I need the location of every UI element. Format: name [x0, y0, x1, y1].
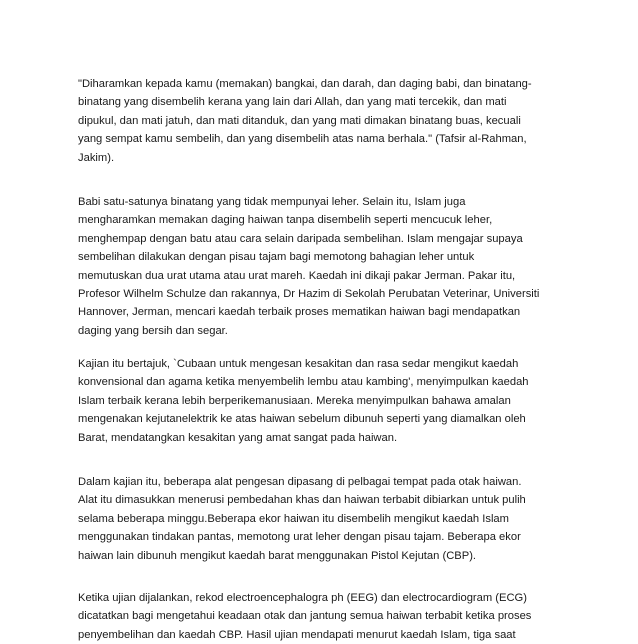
text-line: Islam terbaik kerana lebih berperikemanusiaan. Mereka menyimpulkan bahawa amalan	[78, 394, 511, 407]
text-line: selama beberapa minggu.Beberapa ekor haiwan itu disembelih mengikut kaedah Islam	[78, 512, 509, 525]
text-line: "Diharamkan kepada kamu (memakan) bangkai, dan darah, dan daging babi, dan binatang-	[78, 78, 532, 90]
text-line: menghempap dengan batu atau cara selain daripada sembelihan. Islam mengajar supaya	[78, 232, 523, 245]
paragraph-study-procedure	[78, 473, 526, 565]
paragraph-study-title	[78, 355, 529, 447]
paragraph-quran-verse	[78, 75, 532, 167]
text-line: menggunakan tindakan pantas, memotong urat leher dengan pisau tajam. Beberapa ekor	[78, 531, 521, 544]
text-line: binatang yang disembelih kerana yang lain dari Allah, dan yang mati tercekik, dan mati	[78, 96, 507, 109]
text-line: Jakim).	[78, 151, 115, 164]
text-line: Profesor Wilhelm Schulze dan rakannya, Dr Hazim di Sekolah Perubatan Veterinar, Universiti	[78, 287, 540, 300]
text-line: konvensional dan agama ketika menyembelih lembu atau kambing', menyimpulkan kaedah	[78, 376, 529, 389]
paragraph-slaughter-method	[78, 193, 539, 340]
paragraph-test-results	[78, 589, 531, 644]
text-line: dicatatkan bagi mengetahui keadaan otak dan jantung semua haiwan terbabit ketika proses	[78, 610, 532, 623]
text-line: yang sempat kamu sembelih, dan yang disembelih atas nama berhala." (Tafsir al-Rahman,	[78, 133, 527, 146]
text-line: mengharamkan memakan daging haiwan tanpa disembelih seperti mencucuk leher,	[78, 214, 493, 227]
text-line: Alat itu dimasukkan menerusi pembedahan khas dan haiwan terbabit dibiarkan untuk pulih	[78, 494, 526, 507]
text-line: mengenakan kejutanelektrik ke atas haiwan sebelum dibunuh seperti yang diamalkan oleh	[78, 413, 526, 426]
text-line: dipukul, dan mati jatuh, dan mati ditanduk, dan yang mati dimakan binatang buas, kecuali	[78, 114, 521, 127]
text-line: Babi satu-satunya binatang yang tidak mempunyai leher. Selain itu, Islam juga	[78, 196, 466, 208]
text-line: memutuskan dua urat utama atau urat mareh. Kaedah ini dikaji pakar Jerman. Pakar itu,	[78, 269, 516, 282]
text-line: sembelihan dilakukan dengan pisau tajam bagi memotong bahagian leher untuk	[78, 251, 475, 264]
text-line: Hannover, Jerman, mencari kaedah terbaik proses mematikan haiwan bagi mendapatkan	[78, 306, 521, 319]
text-line: Ketika ujian dijalankan, rekod electroencephalogra ph (EEG) dan electrocardiogram (ECG)	[78, 592, 527, 604]
text-line: Barat, mendatangkan kesakitan yang amat sangat pada haiwan.	[78, 431, 398, 444]
text-line: Kajian itu bertajuk, `Cubaan untuk mengesan kesakitan dan rasa sedar mengikut kaedah	[78, 358, 519, 370]
text-line: daging yang bersih dan segar.	[78, 324, 228, 337]
text-line: haiwan lain dibunuh mengikut kaedah barat menggunakan Pistol Kejutan (CBP).	[78, 549, 477, 562]
text-line: Dalam kajian itu, beberapa alat pengesan dipasang di pelbagai tempat pada otak haiwan.	[78, 476, 522, 488]
text-line: penyembelihan dan kaedah CBP. Hasil ujian mendapati menurut kaedah Islam, tiga saat	[78, 628, 516, 641]
